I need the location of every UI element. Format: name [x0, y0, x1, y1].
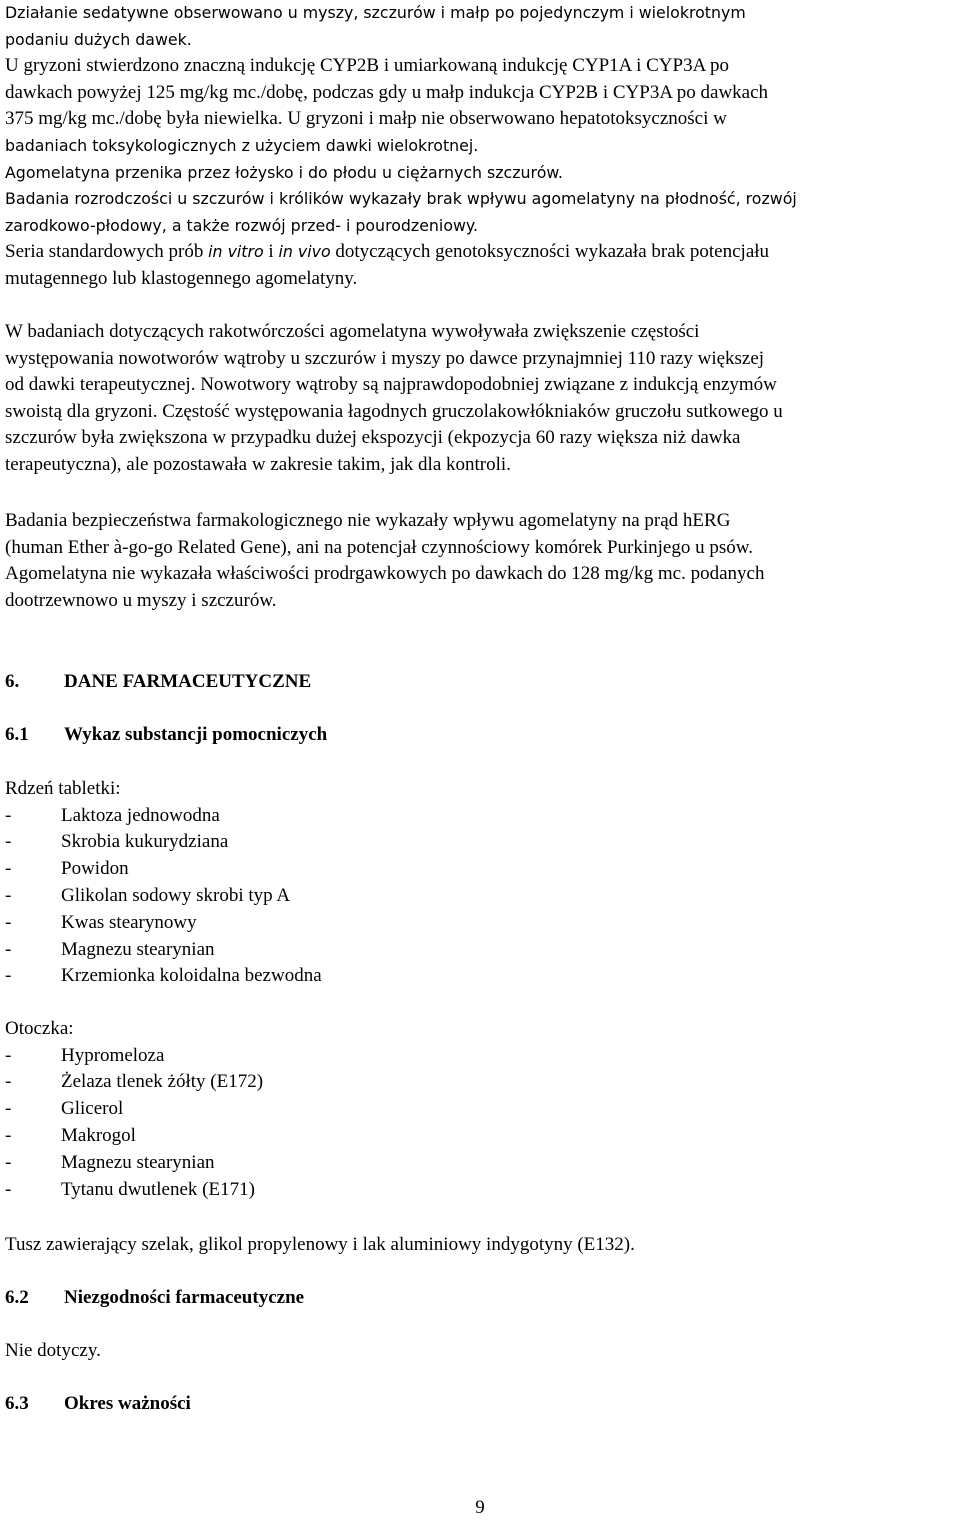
- section-number: 6.2: [5, 1287, 29, 1308]
- text-line-part: dotyczących genotoksyczności wykazała brak potencjału: [330, 241, 770, 263]
- text-line: od dawki terapeutycznej. Nowotwory wątroby są najprawdopodobniej związane z indukcją enzymów: [5, 374, 777, 396]
- section-number: 6.: [5, 671, 20, 692]
- text-line-part: dawkach powyżej 125 mg/kg mc./dobę, podczas gdy u małp indukcja CYP2B i CYP3A po dawkach: [5, 81, 769, 103]
- text-line-part: U gryzoni stwierdzono znaczną indukcję CYP2B i umiarkowaną indukcję CYP1A i CYP3A po: [5, 55, 730, 77]
- excipient-list: [5, 1043, 960, 1204]
- text-line: dootrzewnowo u myszy i szczurów.: [5, 589, 277, 611]
- text-line: Agomelatyna przenika przez łożysko i do płodu u ciężarnych szczurów.: [5, 162, 563, 182]
- list-item-text: Kwas stearynowy: [61, 911, 197, 933]
- list-item-text: Magnezu stearynian: [61, 938, 215, 960]
- list-label: Rdzeń tabletki:: [5, 778, 121, 799]
- text-line: podaniu dużych dawek.: [5, 29, 192, 49]
- list-dash: -: [5, 1098, 12, 1120]
- tablet-core-list: [5, 776, 960, 990]
- text-line: [5, 80, 960, 107]
- section-title: Niezgodności farmaceutyczne: [64, 1287, 305, 1308]
- text-line: W badaniach dotyczących rakotwórczości agomelatyna wywoływała zwiększenie częstości: [5, 321, 700, 342]
- list-item: [5, 1069, 960, 1096]
- list-dash: -: [5, 884, 12, 906]
- text-line-part-italic: in vivo: [278, 242, 331, 262]
- list-item-text: Krzemionka koloidalna bezwodna: [61, 965, 322, 987]
- text-line: zarodkowo-płodowy, a także rozwój przed- i pourodzeniowy.: [5, 215, 479, 235]
- list-dash: -: [5, 1178, 12, 1200]
- nonclinical-paragraph-1: [5, 0, 960, 293]
- text-line-part: U gryzoni i małp nie obserwowano hepatotoksyczności w: [282, 108, 727, 130]
- text-line-part-italic: in vitro: [208, 242, 264, 262]
- list-item: [5, 937, 960, 964]
- carcinogenicity-paragraph: [5, 319, 960, 479]
- list-item: [5, 1177, 960, 1204]
- list-dash: -: [5, 938, 12, 960]
- list-item: [5, 1150, 960, 1177]
- coating-list: [5, 1016, 960, 1203]
- text-line: Agomelatyna nie wykazała właściwości prodrgawkowych po dawkach do 128 mg/kg mc. podanych: [5, 563, 765, 585]
- list-item: [5, 1123, 960, 1150]
- section-title: Wykaz substancji pomocniczych: [64, 724, 328, 745]
- list-item: [5, 856, 960, 883]
- list-dash: -: [5, 1124, 12, 1146]
- list-item: [5, 963, 960, 990]
- list-label: Otoczka:: [5, 1018, 74, 1039]
- list-item-text: Hypromeloza: [61, 1044, 165, 1066]
- text-line: mutagennego lub klastogennego agomelatyny.: [5, 267, 358, 289]
- list-item: [5, 1096, 960, 1123]
- safety-pharmacology-paragraph: [5, 508, 960, 614]
- list-dash: -: [5, 965, 12, 987]
- text-line: terapeutyczna), ale pozostawała w zakresie takim, jak dla kontroli.: [5, 453, 511, 475]
- section-heading: [5, 1285, 960, 1312]
- section-number: 6.3: [5, 1393, 29, 1414]
- section-title: DANE FARMACEUTYCZNE: [64, 671, 312, 692]
- incompatibilities-text: Nie dotyczy.: [5, 1340, 101, 1361]
- text-line: Badania rozrodczości u szczurów i królików wykazały brak wpływu agomelatyny na płodność, rozwój: [5, 189, 797, 209]
- list-item-text: Magnezu stearynian: [61, 1151, 215, 1173]
- text-line: swoistą dla gryzoni. Częstość występowania łagodnych gruczolakowłókniaków gruczołu sutkowego u: [5, 400, 783, 422]
- text-line: szczurów była zwiększona w przypadku dużej ekspozycji (ekpozycja 60 razy większa niż dawka: [5, 427, 741, 449]
- section-heading: [5, 722, 960, 749]
- text-line-part: Seria standardowych prób: [5, 241, 209, 263]
- section-heading: [5, 1391, 960, 1418]
- list-dash: -: [5, 804, 12, 826]
- text-line: występowania nowotworów wątroby u szczurów i myszy po dawce przynajmniej 110 razy większej: [5, 347, 765, 369]
- list-item-text: Skrobia kukurydziana: [61, 831, 229, 853]
- list-dash: -: [5, 1044, 12, 1066]
- text-line: Badania bezpieczeństwa farmakologicznego nie wykazały wpływu agomelatyny na prąd hERG: [5, 510, 731, 531]
- text-line: [5, 53, 960, 80]
- list-item: [5, 1043, 960, 1070]
- list-item: [5, 803, 960, 830]
- text-line: [5, 106, 960, 133]
- section-title: Okres ważności: [64, 1393, 191, 1414]
- page-number: 9: [475, 1497, 485, 1518]
- text-line-part: 375 mg/kg mc./dobę była niewielka.: [5, 108, 283, 130]
- ink-composition-text: Tusz zawierający szelak, glikol propylenowy i lak aluminiowy indygotyny (E132).: [5, 1234, 635, 1255]
- list-item: [5, 883, 960, 910]
- section-heading: [5, 669, 960, 696]
- text-line-part: i: [263, 241, 279, 263]
- list-item: [5, 910, 960, 937]
- list-dash: -: [5, 911, 12, 933]
- list-dash: -: [5, 831, 12, 853]
- text-line: Działanie sedatywne obserwowano u myszy, szczurów i małp po pojedynczym i wielokrotnym: [5, 3, 746, 22]
- list-item-text: Makrogol: [61, 1124, 136, 1146]
- list-item-text: Powidon: [61, 858, 129, 880]
- list-dash: -: [5, 858, 12, 880]
- text-line: [5, 239, 960, 266]
- section-number: 6.1: [5, 724, 29, 745]
- text-line: (human Ether à-go-go Related Gene), ani na potencjał czynnościowy komórek Purkinjego u psów.: [5, 536, 753, 558]
- list-item-text: Żelaza tlenek żółty (E172): [61, 1071, 264, 1093]
- excipient-list: [5, 803, 960, 991]
- list-dash: -: [5, 1071, 12, 1093]
- list-item: [5, 829, 960, 856]
- list-item-text: Laktoza jednowodna: [61, 804, 220, 826]
- list-dash: -: [5, 1151, 12, 1173]
- list-item-text: Glicerol: [61, 1098, 124, 1120]
- list-item-text: Tytanu dwutlenek (E171): [61, 1178, 255, 1200]
- text-line: badaniach toksykologicznych z użyciem dawki wielokrotnej.: [5, 135, 479, 155]
- list-item-text: Glikolan sodowy skrobi typ A: [61, 884, 291, 906]
